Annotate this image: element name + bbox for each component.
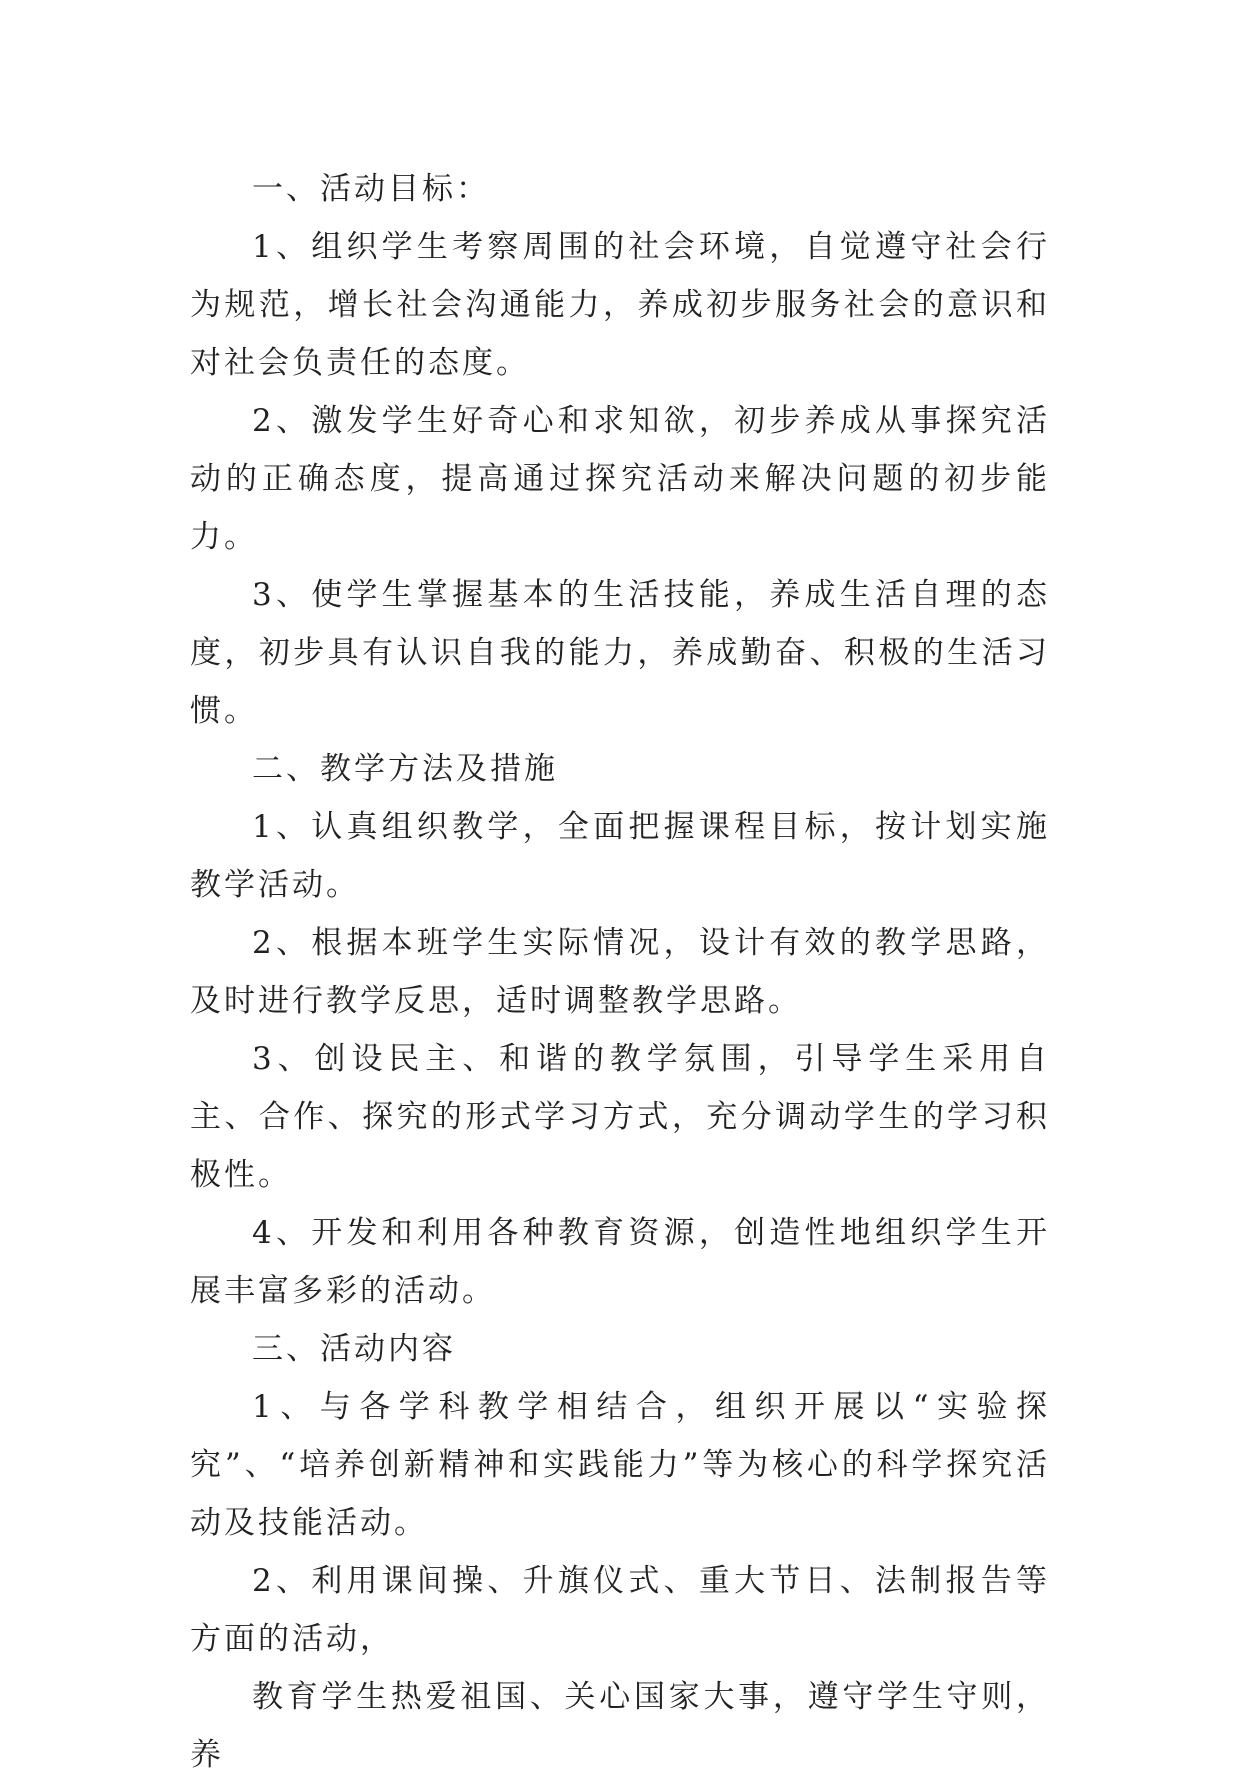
section-heading-content: 三、活动内容 [252, 1331, 456, 1367]
paragraph: 4、开发和利用各种教育资源，创造性地组织学生开展丰富多彩的活动。 [190, 1215, 1050, 1309]
paragraph: 1、组织学生考察周围的社会环境，自觉遵守社会行为规范，增长社会沟通能力，养成初步服务社会的意识和对社会负责任的态度。 [190, 229, 1050, 381]
paragraph: 3、创设民主、和谐的教学氛围，引导学生采用自主、合作、探究的形式学习方式，充分调动学生的学习积极性。 [190, 1041, 1050, 1193]
paragraph: 2、根据本班学生实际情况，设计有效的教学思路，及时进行教学反思，适时调整教学思路。 [190, 925, 1050, 1019]
section-heading-methods: 二、教学方法及措施 [252, 751, 558, 787]
section-heading-goals: 一、活动目标： [252, 171, 490, 207]
paragraph: 1、与各学科教学相结合，组织开展以“实验探究”、“培养创新精神和实践能力”等为核心的科学探究活动及技能活动。 [190, 1389, 1050, 1541]
paragraph: 教育学生热爱祖国、关心国家大事，遵守学生守则，养 [190, 1679, 1050, 1773]
paragraph: 2、利用课间操、升旗仪式、重大节日、法制报告等方面的活动， [190, 1563, 1050, 1657]
document-page [190, 160, 1050, 1784]
paragraph: 2、激发学生好奇心和求知欲，初步养成从事探究活动的正确态度，提高通过探究活动来解决问题的初步能力。 [190, 403, 1050, 555]
paragraph: 1、认真组织教学，全面把握课程目标，按计划实施教学活动。 [190, 809, 1050, 903]
paragraph: 3、使学生掌握基本的生活技能，养成生活自理的态度，初步具有认识自我的能力，养成勤奋、积极的生活习惯。 [190, 577, 1050, 729]
